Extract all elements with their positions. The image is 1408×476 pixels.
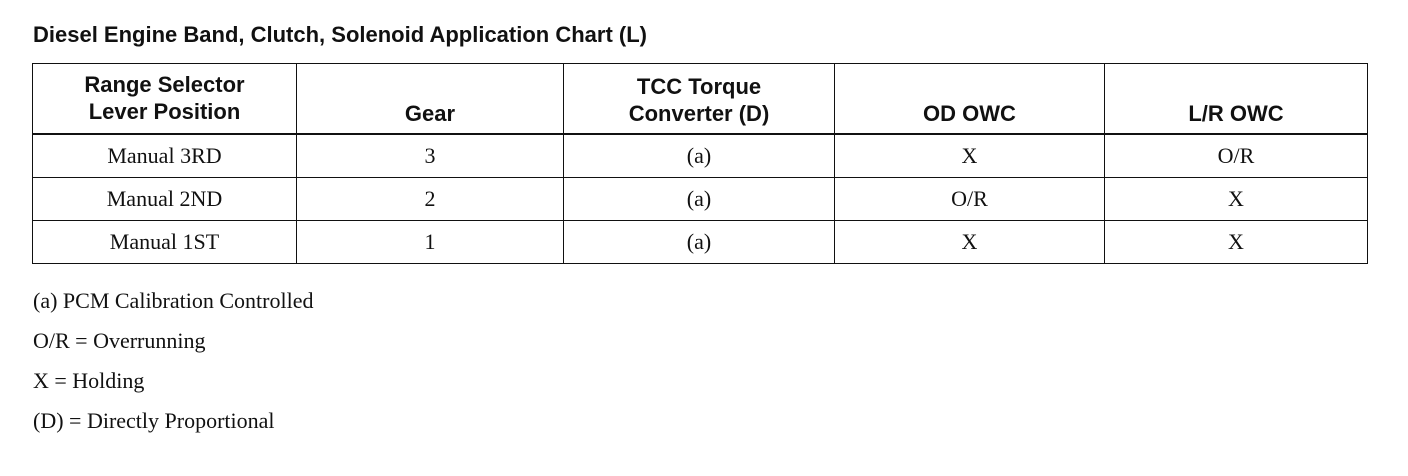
header-line: L/R OWC <box>1188 100 1284 126</box>
cell-tcc: (a) <box>564 134 835 178</box>
note-overrunning: O/R = Overrunning <box>33 328 206 353</box>
column-header-od-owc <box>835 64 1105 134</box>
header-line: Gear <box>404 100 456 126</box>
cell-od-owc: O/R <box>835 177 1105 220</box>
table-header-row <box>33 64 1368 134</box>
cell-range-position: Manual 3RD <box>33 134 297 178</box>
cell-od-owc: X <box>835 220 1105 263</box>
table-row <box>33 177 1368 220</box>
chart-title: Diesel Engine Band, Clutch, Solenoid Application Chart (L) <box>33 22 647 47</box>
cell-lr-owc: O/R <box>1105 134 1368 178</box>
cell-gear: 1 <box>297 220 564 263</box>
cell-range-position: Manual 1ST <box>33 220 297 263</box>
cell-tcc: (a) <box>564 177 835 220</box>
cell-tcc: (a) <box>564 220 835 263</box>
cell-range-position: Manual 2ND <box>33 177 297 220</box>
cell-lr-owc: X <box>1105 177 1368 220</box>
cell-lr-owc: X <box>1105 220 1368 263</box>
column-header-tcc-torque-converter <box>564 64 835 134</box>
header-line: Converter (D) <box>628 100 770 126</box>
application-chart-table <box>32 63 1368 264</box>
note-pcm-calibration: (a) PCM Calibration Controlled <box>33 288 314 313</box>
header-line: TCC Torque <box>636 73 762 99</box>
note-holding: X = Holding <box>33 368 145 393</box>
table-row <box>33 134 1368 178</box>
header-line: Range Selector <box>84 72 245 97</box>
column-header-range-selector <box>33 64 297 134</box>
column-header-gear <box>297 64 564 134</box>
column-header-lr-owc <box>1105 64 1368 134</box>
note-directly-proportional: (D) = Directly Proportional <box>33 408 275 433</box>
cell-gear: 2 <box>297 177 564 220</box>
header-line: Lever Position <box>88 99 241 124</box>
legend-notes <box>33 284 313 444</box>
cell-gear: 3 <box>297 134 564 178</box>
table-row <box>33 220 1368 263</box>
cell-od-owc: X <box>835 134 1105 178</box>
header-line: OD OWC <box>923 100 1016 126</box>
